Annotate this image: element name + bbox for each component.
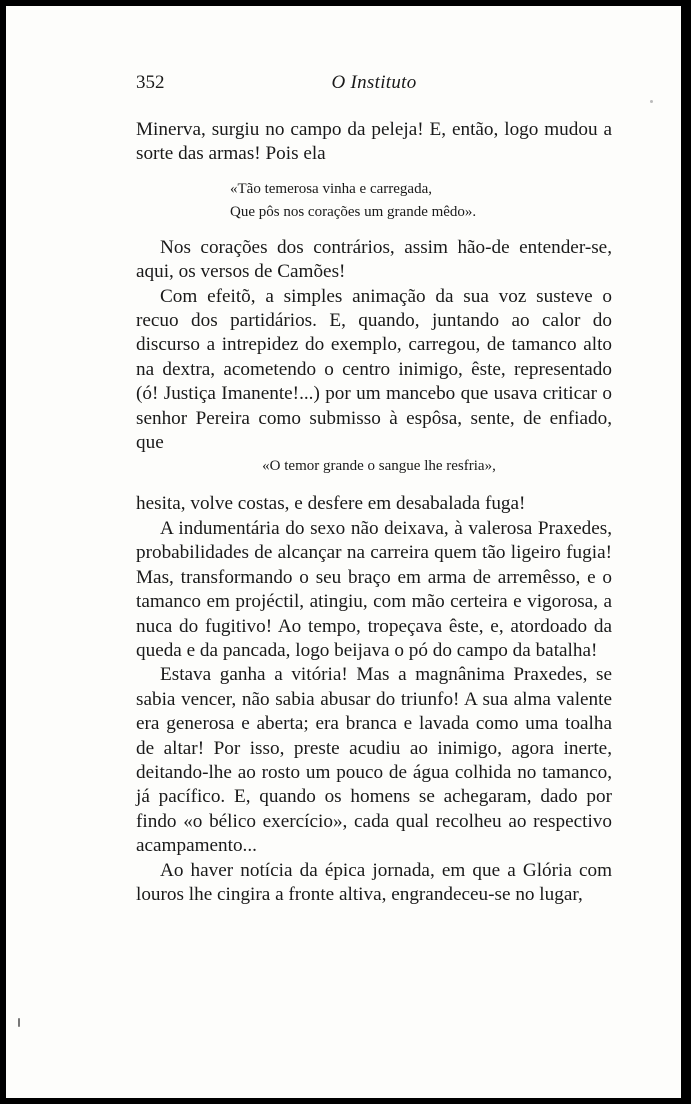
- page-number: 352: [136, 72, 165, 93]
- paragraph-2: Nos corações dos contrários, assim hão-de entender-se, aqui, os versos de Camões!: [136, 236, 612, 283]
- paragraph-4: hesita, volve costas, e desfere em desabalada fuga!: [136, 493, 526, 515]
- scan-speck: [650, 100, 653, 103]
- page-header: [136, 72, 612, 98]
- paragraph-7: Ao haver notícia da épica jornada, em que a Glória com louros lhe cingira a fronte altiva, engrandeceu-se no lugar,: [136, 859, 612, 905]
- verse-line: «Tão temerosa vinha e carregada,: [230, 180, 432, 197]
- scan-speck: [18, 1018, 20, 1027]
- paragraph-5: A indumentária do sexo não deixava, à valerosa Praxedes, probabilidades de alcançar na carreira quem tão ligeiro fugia! Mas, transformando o seu braço em arma de arremêsso, e o tamanco em projéctil, atingiu, com mão certeira e vigorosa, a nuca do fugitivo! Ao tempo, tropeçava êste, e, atordoado da queda e da pancada, logo beijava o pó do campo da batalha!: [136, 517, 612, 661]
- page-body: [136, 118, 612, 907]
- verse-line: «O temor grande o sangue lhe resfria»,: [262, 458, 496, 475]
- verse-quote-2: [136, 455, 612, 478]
- verse-line: Que pôs nos corações um grande mêdo».: [230, 203, 477, 220]
- running-title: O Instituto: [331, 72, 417, 93]
- paragraph-3: Com efeitõ, a simples animação da sua voz susteve o recuo dos partidários. E, quando, juntando ao calor do discurso a intrepidez do exemplo, carregou, de tamanco alto na dextra, acometendo o centro inimigo, êste, representado (ó! Justiça Imanente!...) por um mancebo que usava criticar o senhor Pereira como submisso à espôsa, sente, de enfiado, que: [136, 285, 612, 454]
- paragraph-6: Estava ganha a vitória! Mas a magnânima Praxedes, se sabia vencer, não sabia abusar do triunfo! A sua alma valente era generosa e aberta; era branca e lavada como uma toalha de altar! Por isso, preste acudiu ao inimigo, agora inerte, deitando-lhe ao rosto um pouco de água colhida no tamanco, já pacífico. E, quando os homens se achegaram, dado por findo «o bélico exercício», cada qual recolheu ao respectivo acampamento...: [136, 664, 612, 857]
- verse-quote-1: [230, 178, 612, 224]
- paragraph-1: Minerva, surgiu no campo da peleja! E, então, logo mudou a sorte das armas! Pois ela: [136, 119, 612, 165]
